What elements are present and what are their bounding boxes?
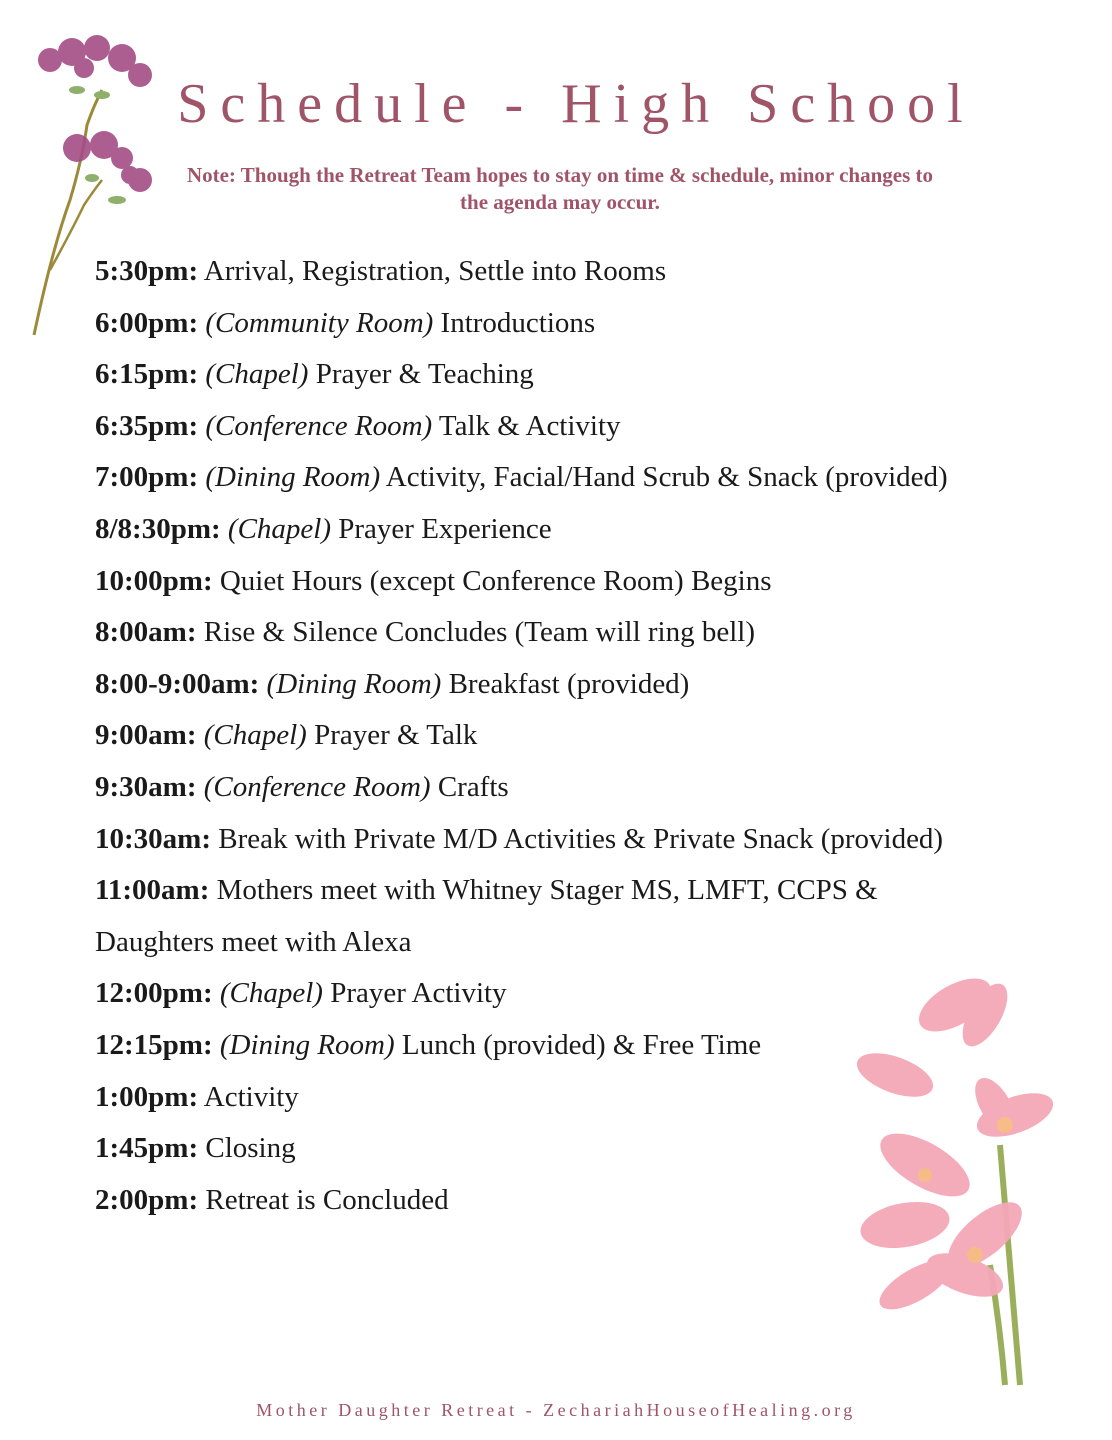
schedule-activity: Closing — [205, 1132, 296, 1165]
schedule-activity: Arrival, Registration, Settle into Rooms — [203, 255, 667, 287]
schedule-item — [95, 659, 995, 711]
schedule-item — [95, 401, 995, 453]
schedule-activity: Activity — [203, 1080, 299, 1113]
schedule-time: 10:30am: — [95, 822, 211, 855]
schedule-item — [95, 814, 995, 866]
schedule-item — [95, 762, 995, 814]
schedule-time: 6:35pm: — [95, 409, 199, 442]
schedule-item — [95, 298, 995, 350]
schedule-activity: Prayer Experience — [338, 512, 552, 545]
schedule-activity: Retreat is Concluded — [205, 1183, 449, 1216]
schedule-activity: Crafts — [437, 770, 509, 803]
schedule-activity: Prayer & Teaching — [315, 358, 534, 391]
schedule-time: 10:00pm: — [95, 564, 213, 597]
schedule-room: (Dining Room) — [205, 461, 381, 494]
schedule-room: (Dining Room) — [219, 1028, 395, 1061]
schedule-activity: Lunch (provided) & Free Time — [401, 1028, 762, 1061]
schedule-activity: Mothers meet with Whitney Stager MS, LMFT, CCPS & Daughters meet with Alexa — [95, 874, 878, 958]
schedule-item — [95, 607, 995, 659]
page-title: Schedule - High School — [177, 73, 975, 135]
schedule-item — [95, 452, 995, 504]
schedule-time: 8:00am: — [95, 616, 197, 649]
schedule-time: 11:00am: — [95, 874, 210, 907]
schedule-time: 6:15pm: — [95, 358, 199, 391]
schedule-item — [95, 968, 995, 1020]
schedule-room: (Chapel) — [227, 512, 332, 545]
schedule-activity: Quiet Hours (except Conference Room) Begins — [219, 564, 772, 597]
schedule-room: (Dining Room) — [266, 667, 442, 700]
schedule-time: 6:00pm: — [95, 306, 199, 339]
schedule-room: (Community Room) — [205, 306, 434, 339]
schedule-item — [95, 1175, 995, 1227]
schedule-time: 8:00-9:00am: — [95, 667, 260, 700]
schedule-activity: Rise & Silence Concludes (Team will ring bell) — [203, 616, 756, 649]
schedule-activity: Talk & Activity — [438, 409, 621, 442]
schedule-item — [95, 349, 995, 401]
schedule-item — [95, 865, 995, 968]
schedule-item — [95, 1072, 995, 1124]
schedule-room: (Conference Room) — [203, 770, 431, 803]
schedule-activity: Prayer & Talk — [314, 719, 478, 752]
schedule-time: 1:00pm: — [95, 1080, 199, 1113]
schedule-time: 7:00pm: — [95, 461, 199, 494]
schedule-activity: Breakfast (provided) — [448, 667, 690, 700]
schedule-item — [95, 710, 995, 762]
schedule-activity: Activity, Facial/Hand Scrub & Snack (provided) — [385, 461, 948, 494]
schedule-time: 8/8:30pm: — [95, 512, 221, 545]
schedule-time: 2:00pm: — [95, 1183, 199, 1216]
schedule-activity: Prayer Activity — [330, 977, 507, 1010]
schedule-room: (Chapel) — [205, 358, 309, 391]
schedule-item — [95, 1020, 995, 1072]
schedule-time: 5:30pm: — [95, 255, 199, 287]
schedule-room: (Chapel) — [219, 977, 323, 1010]
schedule-item — [95, 504, 995, 556]
schedule-room: (Chapel) — [203, 719, 307, 752]
footer-text: Mother Daughter Retreat - ZechariahHouseofHealing.org — [256, 1400, 856, 1420]
schedule-list — [95, 246, 995, 1226]
schedule-room: (Conference Room) — [205, 409, 433, 442]
schedule-activity: Break with Private M/D Activities & Private Snack (provided) — [218, 822, 944, 855]
schedule-note: Note: Though the Retreat Team hopes to stay on time & schedule, minor changes to the agenda may occur. — [186, 163, 934, 214]
schedule-item — [95, 246, 995, 298]
schedule-time: 12:15pm: — [95, 1028, 213, 1061]
schedule-time: 1:45pm: — [95, 1132, 199, 1165]
schedule-item — [95, 1123, 995, 1175]
schedule-time: 9:00am: — [95, 719, 197, 752]
schedule-activity: Introductions — [440, 306, 596, 339]
schedule-time: 12:00pm: — [95, 977, 213, 1010]
schedule-time: 9:30am: — [95, 770, 197, 803]
schedule-item — [95, 556, 995, 608]
